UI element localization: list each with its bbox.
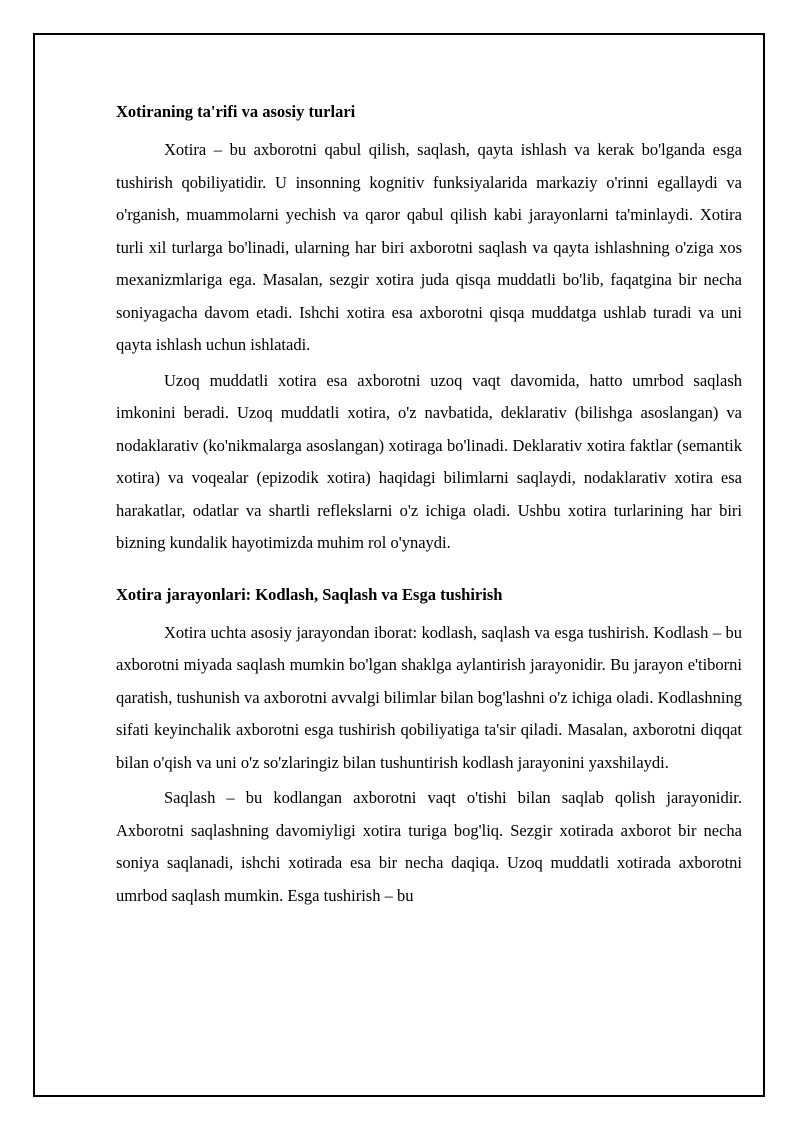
paragraph: Uzoq muddatli xotira esa axborotni uzoq vaqt davomida, hatto umrbod saqlash imkonini beradi. Uzoq muddatli xotira, o'z navbatida, deklarativ (bilishga asoslangan) va nodaklarativ (ko'nikmalarga asoslangan) xotiraga bo'linadi. Deklarativ xotira faktlar (semantik xotira) va voqealar (epizodik xotira) haqidagi bilimlarni saqlaydi, nodaklarativ xotira esa harakatlar, odatlar va shartli reflekslarni o'z ichiga oladi. Ushbu xotira turlarining har biri bizning kundalik hayotimizda muhim rol o'ynaydi. xyxy=(116,370,742,552)
section-heading: Xotira jarayonlari: Kodlash, Saqlash va Esga tushirish xyxy=(116,584,503,604)
section-definition xyxy=(116,98,742,560)
paragraph: Saqlash – bu kodlangan axborotni vaqt o'tishi bilan saqlab qolish jarayonidir. Axborotni saqlashning davomiyligi xotira turiga bog'liq. Sezgir xotirada axborot bir necha soniya saqlanadi, ishchi xotirada esa bir necha daqiqa. Uzoq muddatli xotirada axborotni umrbod saqlash mumkin. Esga tushirish – bu xyxy=(116,788,742,905)
section-heading: Xotiraning ta'rifi va asosiy turlari xyxy=(116,102,356,121)
section-processes xyxy=(116,581,742,913)
paragraph: Xotira uchta asosiy jarayondan iborat: kodlash, saqlash va esga tushirish. Kodlash – bu axborotni miyada saqlash mumkin bo'lgan shaklga aylantirish jarayonidir. Bu jarayon e'tiborni qaratish, tushunish va axborotni avvalgi bilimlar bilan bog'lashni o'z ichiga oladi. Kodlashning sifati keyinchalik axborotni esga tushirish qobiliyatiga ta'sir qiladi. Masalan, axborotni diqqat bilan o'qish va uni o'z so'zlaringiz bilan tushuntirish kodlash jarayonini yaxshilaydi. xyxy=(116,622,742,772)
paragraph: Xotira – bu axborotni qabul qilish, saqlash, qayta ishlash va kerak bo'lganda esga tushirish qobiliyatidir. U insonning kognitiv funksiyalarida markaziy o'rinni egallaydi va o'rganish, muammolarni yechish va qaror qabul qilish kabi jarayonlarni ta'minlaydi. Xotira turli xil turlarga bo'linadi, ularning har biri axborotni saqlash va qayta ishlashning o'ziga xos mexanizmlariga ega. Masalan, sezgir xotira juda qisqa muddatli bo'lib, faqatgina bir necha soniyagacha davom etadi. Ishchi xotira esa axborotni qisqa muddatga ushlab turadi va uni qayta ishlash uchun ishlatadi. xyxy=(116,140,742,354)
document-body xyxy=(116,98,742,915)
